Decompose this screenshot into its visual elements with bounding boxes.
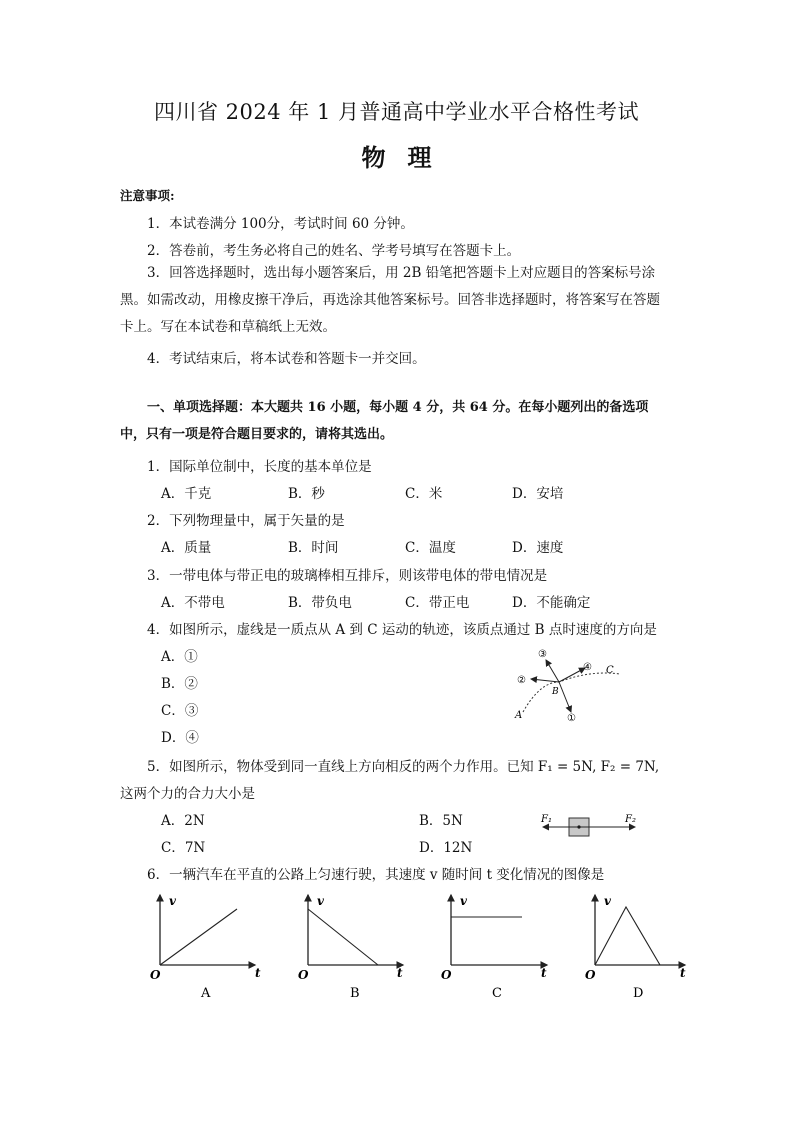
q5-stem-line1: 5．如图所示，物体受到同一直线上方向相反的两个力作用。已知 F₁ = 5N, F₂ = 7N, xyxy=(147,759,660,775)
q5-force-figure xyxy=(535,810,645,840)
q1-option-b: B．秒 xyxy=(288,486,325,502)
svg-text:B: B xyxy=(350,986,360,1001)
q4-option-c: C．③ xyxy=(161,703,199,719)
graph-d xyxy=(585,894,686,1001)
graph-d-line xyxy=(595,907,660,965)
q3-stem: 3．一带电体与带正电的玻璃棒相互排斥，则该带电体的带电情况是 xyxy=(147,568,548,584)
svg-text:t: t xyxy=(680,966,686,980)
svg-text:v: v xyxy=(604,894,611,908)
arrow-3 xyxy=(546,660,559,682)
svg-text:D: D xyxy=(633,986,644,1001)
svg-text:t: t xyxy=(541,966,547,980)
q2-option-c: C．温度 xyxy=(405,540,456,556)
svg-text:t: t xyxy=(397,966,403,980)
q5-option-b: B．5N xyxy=(419,813,463,829)
note-item-3: 3．回答选择题时，选出每小题答案后，用 2B 铅笔把答题卡上对应题目的答案标号涂黑。如需改动，用橡皮擦干净后，再选涂其他答案标号。回答非选择题时，将答案写在答题卡上。写在本试卷和草稿纸上无效。 xyxy=(120,265,660,335)
label-circle-1: ① xyxy=(567,713,576,724)
notes-heading: 注意事项: xyxy=(120,188,175,203)
q2-option-b: B．时间 xyxy=(288,540,339,556)
arrow-2 xyxy=(531,679,559,682)
q6-graphs xyxy=(145,885,695,1005)
svg-text:A: A xyxy=(201,986,211,1001)
svg-text:t: t xyxy=(255,966,261,980)
label-a: A xyxy=(515,710,523,721)
q4-option-a: A．① xyxy=(161,649,198,665)
q2-stem: 2．下列物理量中，属于矢量的是 xyxy=(147,513,345,529)
q2-option-a: A．质量 xyxy=(161,540,212,556)
q3-option-b: B．带负电 xyxy=(288,595,352,611)
q1-stem: 1．国际单位制中，长度的基本单位是 xyxy=(147,459,372,475)
label-circle-2: ② xyxy=(517,675,526,686)
q2-option-d: D．速度 xyxy=(512,540,564,556)
q4-trajectory-figure xyxy=(505,642,635,727)
arrow-1 xyxy=(559,682,571,712)
label-circle-4: ④ xyxy=(583,662,592,673)
exam-title: 四川省 2024 年 1 月普通高中学业水平合格性考试 xyxy=(153,100,639,124)
label-b: B xyxy=(552,687,559,697)
section1-heading: 一、单项选择题：本大题共 16 小题，每小题 4 分，共 64 分。在每小题列出的备选项中，只有一项是符合题目要求的，请将其选出。 xyxy=(120,400,649,442)
graph-a-line xyxy=(160,909,237,965)
note-item-4: 4．考试结束后，将本试卷和答题卡一并交回。 xyxy=(147,351,426,367)
exam-subject: 物理 xyxy=(361,143,454,172)
label-f1: F₁ xyxy=(541,814,552,825)
note-item-2: 2．答卷前，考生务必将自己的姓名、学考号填写在答题卡上。 xyxy=(147,243,521,259)
svg-text:O: O xyxy=(298,968,309,982)
q3-option-a: A．不带电 xyxy=(161,595,225,611)
note-item-1: 1．本试卷满分 100分，考试时间 60 分钟。 xyxy=(147,216,414,232)
q1-option-d: D．安培 xyxy=(512,486,564,502)
graph-c xyxy=(441,894,547,1001)
q1-option-c: C．米 xyxy=(405,486,443,502)
svg-text:C: C xyxy=(492,986,502,1001)
graph-b xyxy=(298,894,403,1001)
q1-option-a: A．千克 xyxy=(161,486,212,502)
q5-option-a: A．2N xyxy=(161,813,205,829)
svg-text:O: O xyxy=(585,968,596,982)
svg-text:O: O xyxy=(441,968,452,982)
graph-b-line xyxy=(308,909,378,965)
label-c: C xyxy=(606,665,614,676)
arrow-4 xyxy=(559,668,585,682)
label-circle-3: ③ xyxy=(538,649,547,660)
q5-option-d: D．12N xyxy=(419,840,473,856)
svg-text:v: v xyxy=(169,894,176,908)
graph-a xyxy=(150,894,261,1001)
q4-stem: 4．如图所示，虚线是一质点从 A 到 C 运动的轨迹，该质点通过 B 点时速度的方向是 xyxy=(147,622,657,638)
label-f2: F₂ xyxy=(625,814,636,825)
q4-option-b: B．② xyxy=(161,676,198,692)
q6-stem: 6．一辆汽车在平直的公路上匀速行驶，其速度 v 随时间 t 变化情况的图像是 xyxy=(147,867,605,883)
q3-option-c: C．带正电 xyxy=(405,595,470,611)
q5-option-c: C．7N xyxy=(161,840,206,856)
svg-text:v: v xyxy=(460,894,467,908)
svg-text:v: v xyxy=(317,894,324,908)
q5-stem-line2: 这两个力的合力大小是 xyxy=(120,786,255,802)
q3-option-d: D．不能确定 xyxy=(512,595,591,611)
trajectory-curve xyxy=(523,673,620,712)
q4-option-d: D．④ xyxy=(161,730,199,746)
svg-text:O: O xyxy=(150,968,161,982)
